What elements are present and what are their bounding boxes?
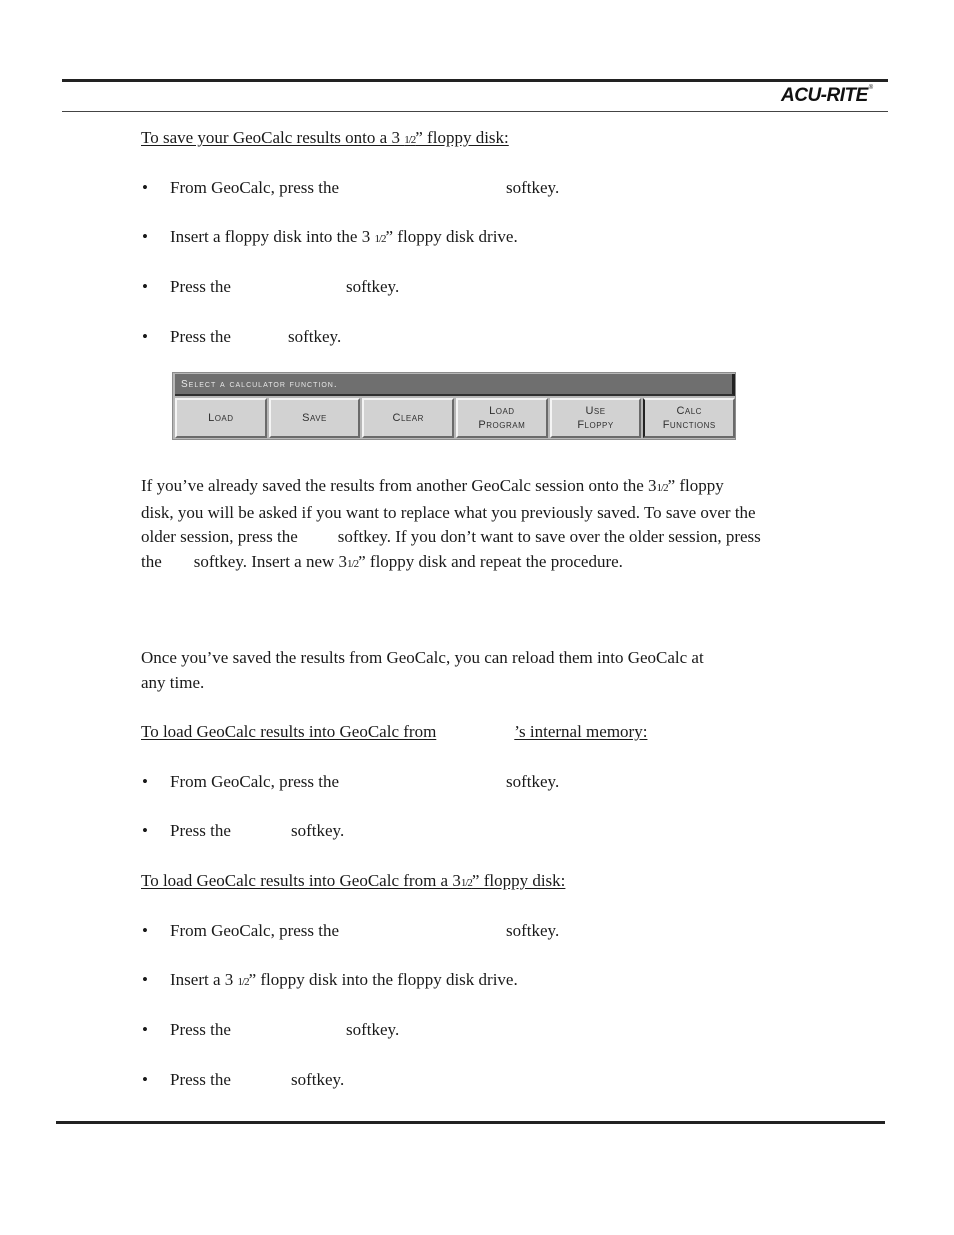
save-softkey[interactable]: Save bbox=[269, 398, 361, 438]
paragraph-overwrite: If you’ve already saved the results from another GeoCalc session onto the 31/2” floppy disk, you will be asked if you want to replace what you previously saved. To save over the older session, press the softkey. If you don’t want to save over the older session, press the softkey. Insert a new 31/2” floppy disk and repeat the procedure. bbox=[141, 476, 761, 571]
list-item: • Insert a 3 1/2” floppy disk into the floppy disk drive. bbox=[142, 970, 518, 989]
calc-functions-softkey[interactable]: Calc Functions bbox=[643, 398, 735, 438]
list-item: • Press the softkey. bbox=[142, 327, 342, 346]
use-floppy-softkey[interactable]: Use Floppy bbox=[550, 398, 642, 438]
clear-softkey[interactable]: Clear bbox=[362, 398, 454, 438]
acu-rite-logo: ACU-RITE® bbox=[781, 85, 873, 106]
section-heading-save-floppy: To save your GeoCalc results onto a 3 1/2” floppy disk: bbox=[141, 128, 509, 147]
softkey-panel bbox=[172, 372, 736, 440]
list-item: • Press the softkey. bbox=[142, 277, 400, 296]
paragraph-reload: Once you’ve saved the results from GeoCalc, you can reload them into GeoCalc at any time. bbox=[141, 648, 704, 692]
list-item: • From GeoCalc, press the softkey. bbox=[142, 178, 560, 197]
list-item: • Press the softkey. bbox=[142, 1020, 400, 1039]
list-item: • From GeoCalc, press the softkey. bbox=[142, 921, 560, 940]
section-heading-load-memory: To load GeoCalc results into GeoCalc from ’s internal memory: bbox=[141, 722, 648, 741]
header-rule bbox=[62, 79, 888, 82]
header-rule-thin bbox=[62, 111, 888, 112]
list-item: • Press the softkey. bbox=[142, 821, 345, 840]
load-program-softkey[interactable]: Load Program bbox=[456, 398, 548, 438]
section-heading-load-floppy: To load GeoCalc results into GeoCalc from a 31/2” floppy disk: bbox=[141, 871, 566, 890]
footer-rule bbox=[56, 1121, 885, 1124]
calculator-prompt: Select a calculator function. bbox=[175, 374, 735, 396]
load-softkey[interactable]: Load bbox=[175, 398, 267, 438]
list-item: • Insert a floppy disk into the 3 1/2” floppy disk drive. bbox=[142, 227, 518, 246]
softkey-row bbox=[175, 398, 735, 438]
list-item: • Press the softkey. bbox=[142, 1070, 345, 1089]
list-item: • From GeoCalc, press the softkey. bbox=[142, 772, 560, 791]
